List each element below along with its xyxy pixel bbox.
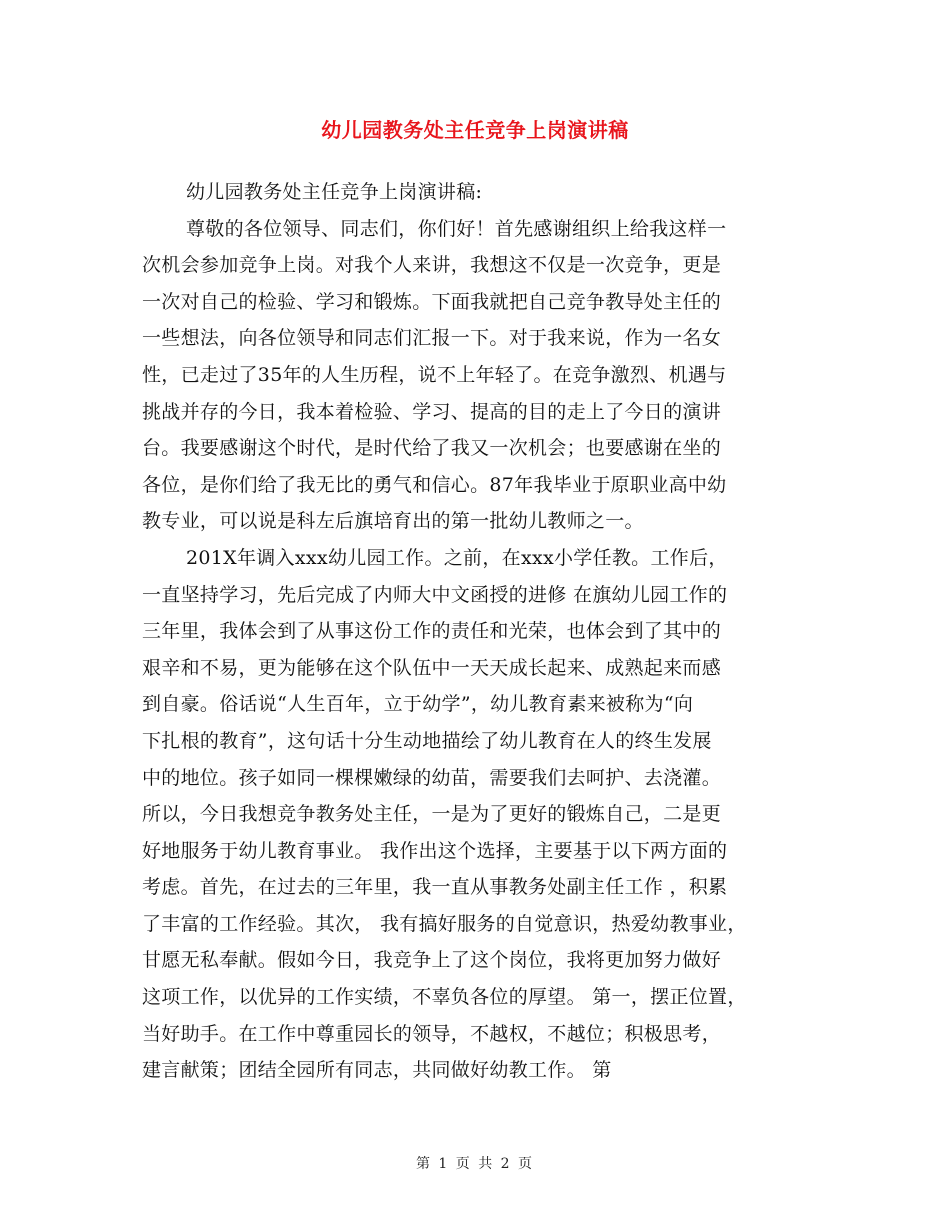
text-line: 各位，是你们给了我无比的勇气和信心。87年我毕业于原职业高中幼 — [142, 473, 727, 496]
text-line: 幼儿园教务处主任竞争上岗演讲稿: — [186, 181, 483, 203]
text-line: 了丰富的工作经验。其次， 我有搞好服务的自觉意识，热爱幼教事业， — [142, 912, 747, 935]
document-body — [142, 174, 822, 1089]
text-line: 建言献策；团结全园所有同志，共同做好幼教工作。 第 — [142, 1059, 612, 1082]
text-line: 艰辛和不易，更为能够在这个队伍中一天天成长起来、成熟起来而感 — [142, 656, 722, 679]
page-footer: 第 1 页 共 2 页 — [415, 1156, 535, 1172]
text-line: 所以，今日我想竞争教务处主任，一是为了更好的锻炼自己，二是更 — [142, 803, 722, 826]
text-line: 这项工作，以优异的工作实绩，不辜负各位的厚望。 第一，摆正位置， — [142, 986, 747, 1009]
text-line: 尊敬的各位领导、同志们，你们好！首先感谢组织上给我这样一 — [186, 217, 727, 240]
document-title: 幼儿园教务处主任竞争上岗演讲稿 — [321, 118, 629, 142]
text-line: 下扎根的教育”，这句话十分生动地描绘了幼儿教育在人的终生发展 — [142, 729, 712, 752]
text-line: 教专业，可以说是科左后旗培育出的第一批幼儿教师之一。 — [142, 510, 644, 533]
text-line: 201X年调入xxx幼儿园工作。之前，在xxx小学任教。工作后， — [186, 546, 728, 569]
text-line: 一直坚持学习，先后完成了内师大中文函授的进修 在旗幼儿园工作的 — [142, 583, 728, 606]
text-line: 考虑。首先，在过去的三年里，我一直从事教务处副主任工作 ，积累 — [142, 876, 728, 899]
text-line: 一次对自己的检验、学习和锻炼。下面我就把自己竞争教导处主任的 — [142, 290, 722, 313]
text-line: 性，已走过了35年的人生历程，说不上年轻了。在竞争激烈、机遇与 — [142, 363, 727, 386]
text-line: 甘愿无私奉献。假如今日，我竞争上了这个岗位，我将更加努力做好 — [142, 949, 722, 972]
text-line: 挑战并存的今日，我本着检验、学习、提高的目的走上了今日的演讲 — [142, 400, 722, 423]
text-line: 一些想法，向各位领导和同志们汇报一下。对于我来说，作为一名女 — [142, 327, 722, 350]
text-line: 次机会参加竞争上岗。对我个人来讲，我想这不仅是一次竞争，更是 — [142, 254, 722, 277]
text-line: 到自豪。俗话说“人生百年，立于幼学”，幼儿教育素来被称为“向 — [142, 693, 694, 716]
text-line: 中的地位。孩子如同一棵棵嫩绿的幼苗，需要我们去呵护、去浇灌。 — [142, 766, 722, 789]
text-line: 台。我要感谢这个时代，是时代给了我又一次机会；也要感谢在坐的 — [142, 437, 722, 460]
text-line: 当好助手。在工作中尊重园长的领导，不越权，不越位；积极思考， — [142, 1022, 722, 1045]
text-line: 三年里，我体会到了从事这份工作的责任和光荣，也体会到了其中的 — [142, 620, 722, 643]
text-line: 好地服务于幼儿教育事业。 我作出这个选择，主要基于以下两方面的 — [142, 839, 728, 862]
